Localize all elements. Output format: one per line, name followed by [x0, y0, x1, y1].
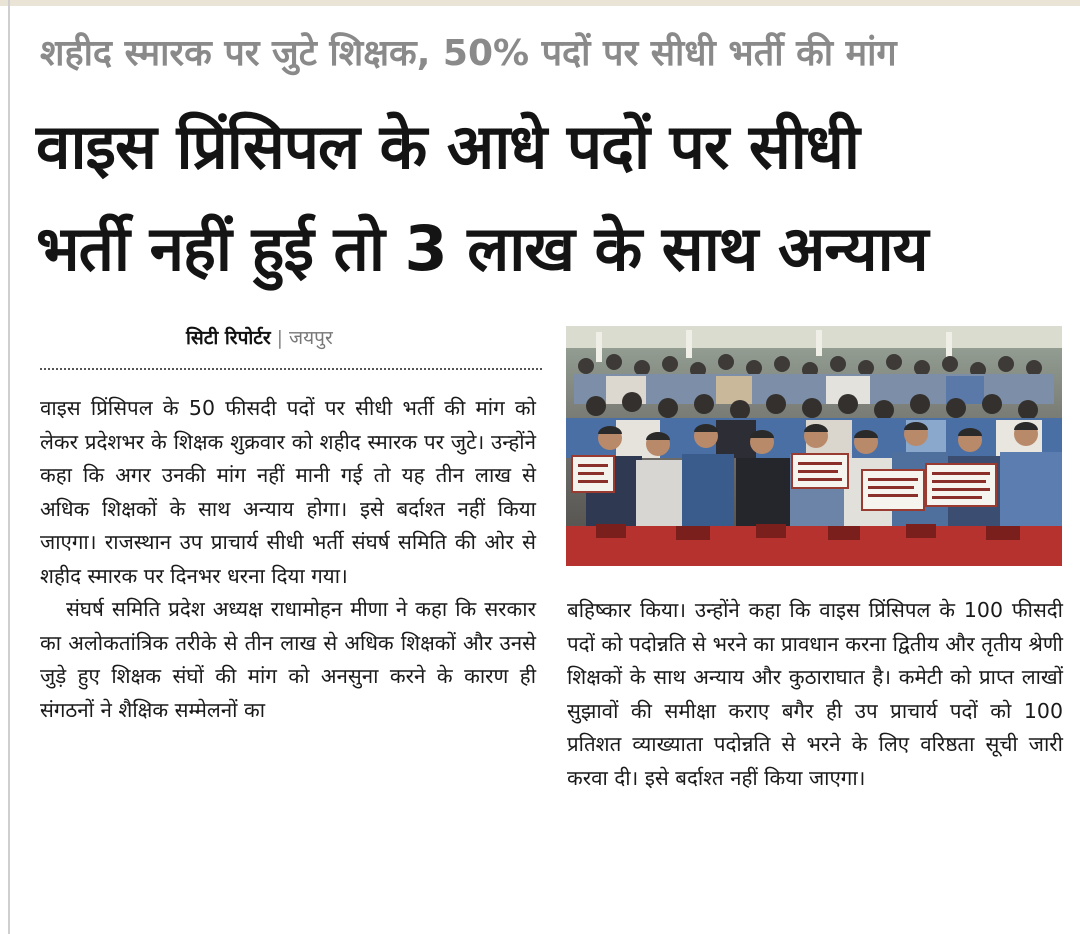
- headline-line-1: वाइस प्रिंसिपल के आधे पदों पर सीधी: [36, 110, 859, 183]
- byline: [186, 324, 333, 350]
- protest-photo: [566, 326, 1062, 566]
- body-paragraph-3: बहिष्कार किया। उन्होंने कहा कि वाइस प्रिंसिपल के 100 फीसदी पदों को पदोन्नति से भरने का प्रावधान करना द्वितीय और तृतीय श्रेणी शिक्षकों के साथ अन्याय और कुठाराघात है। कमेटी को प्राप्त लाखों सुझावों की समीक्षा कराए बगैर ही उप प्राचार्य पदों को 100 प्रतिशत व्याख्याता पदोन्नति से भरने के लिए वरिष्ठता सूची जारी करवा दी। इसे बर्दाश्त नहीं किया जाएगा।: [567, 598, 1063, 790]
- byline-city: जयपुर: [289, 327, 333, 349]
- headline-line-2: भर्ती नहीं हुई तो 3 लाख के साथ अन्याय: [36, 212, 928, 285]
- body-paragraph-1: वाइस प्रिंसिपल के 50 फीसदी पदों पर सीधी भर्ती की मांग को लेकर प्रदेशभर के शिक्षक शुक्रवार को शहीद स्मारक पर जुटे। उन्होंने कहा कि अगर उनकी मांग नहीं मानी गई तो यह तीन लाख से अधिक शिक्षकों के साथ अन्याय होगा। इसे बर्दाश्त नहीं किया जाएगा। राजस्थान उप प्राचार्य सीधी भर्ती संघर्ष समिति की ओर से शहीद स्मारक पर दिनभर धरना दिया गया।: [40, 396, 536, 588]
- byline-reporter: सिटी रिपोर्टर: [186, 327, 271, 349]
- article-kicker: शहीद स्मारक पर जुटे शिक्षक, 50% पदों पर सीधी भर्ती की मांग: [40, 33, 897, 74]
- article-body-left-column: [40, 392, 536, 727]
- byline-separator: |: [276, 327, 284, 349]
- body-paragraph-2: संघर्ष समिति प्रदेश अध्यक्ष राधामोहन मीणा ने कहा कि सरकार का अलोकतांत्रिक तरीके से तीन लाख से अधिक शिक्षकों और उनसे जुड़े हुए शिक्षक संघों की मांग को अनसुना करने के कारण ही संगठनों ने शैक्षिक सम्मेलनों का: [40, 597, 536, 722]
- article-body-right-column: [567, 594, 1063, 795]
- page-top-strip: [0, 0, 1080, 6]
- article-headline: [36, 96, 1066, 300]
- column-rule: [8, 0, 10, 934]
- byline-divider: [40, 368, 542, 370]
